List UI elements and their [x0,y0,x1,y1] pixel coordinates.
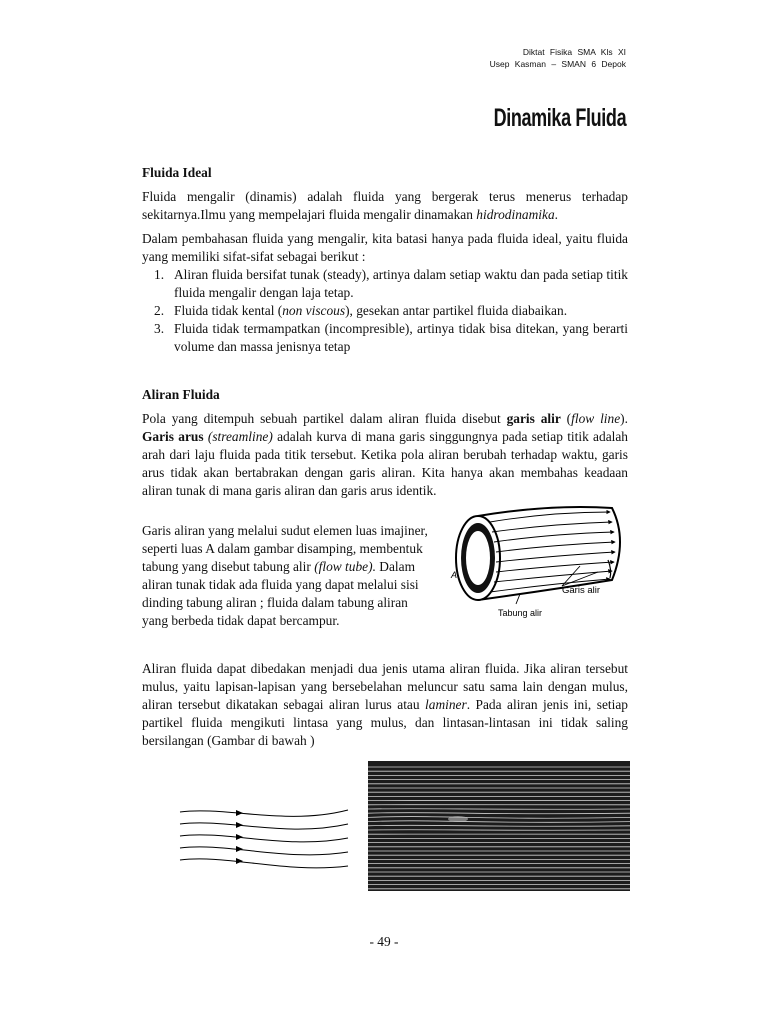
paragraph-tabung-alir [142,522,432,630]
list-item [142,320,628,356]
paragraph-batasan: Dalam pembahasan fluida yang mengalir, kita batasi hanya pada fluida ideal, yaitu fluida yang memiliki sifat-sifat sebagai berikut : [142,231,628,264]
laminar-flow-photo [368,761,630,891]
term-non-viscous: non viscous [282,303,346,318]
flow-tube-figure [450,500,630,628]
page-number: - 49 - [369,934,399,949]
term-laminer: laminer [425,697,467,712]
section-aliran-fluida [142,386,628,500]
text-run: Fluida mengalir (dinamis) adalah fluida yang bergerak terus menerus terhadap sekitarnya.Ilmu yang mempelajari fluida mengalir dinamakan [142,189,628,222]
section-heading-aliran-fluida: Aliran Fluida [142,387,220,402]
list-number: 1. [154,267,165,282]
paragraph-garis-alir [142,410,628,500]
header-line-2: Usep Kasman – SMAN 6 Depok [489,59,626,69]
list-item [142,266,628,302]
term-streamline: (streamline) [207,429,273,444]
properties-list [142,266,628,356]
text-run: . [554,207,558,222]
section-laminer-text [142,660,628,750]
text-run: adalah kurva di mana garis singgungnya pada setiap titik adalah arah dari laju fluida pada titik tersebut. Ketika pola aliran berubah terhadap waktu, garis arus tidak akan bertabrakan dengan garis aliran. Kita hanya akan membahas keadaan aliran tunak di mana garis aliran dan garis arus identik. [142,429,628,498]
text-run: Dalam aliran tunak tidak ada fluida yang dapat melalui sisi dinding tabung aliran ; fluida dalam tabung aliran yang berbeda tidak dapat bercampur. [142,559,419,628]
laminar-streamline-diagram [166,796,354,880]
running-header [490,46,626,70]
list-text: ), gesekan antar partikel fluida diabaikan. [345,303,568,318]
label-tabung-alir: Tabung alir [498,608,543,618]
text-run: ). [620,411,628,426]
term-hidrodinamika: hidrodinamika [476,207,555,222]
list-text: Fluida tidak kental ( [174,303,283,318]
section-heading-fluida-ideal: Fluida Ideal [142,165,212,180]
list-number: 3. [154,321,165,336]
label-garis-alir: Garis alir [562,585,601,596]
section-flow-tube-text [142,522,432,630]
text-run: Garis aliran yang melalui sudut elemen luas imajiner, seperti luas A dalam gambar disamping, membentuk tabung yang disebut tabung alir [142,523,428,574]
term-garis-alir: garis alir [506,411,561,426]
paragraph-fluida-mengalir [142,188,628,224]
term-garis-arus: Garis arus [142,429,204,444]
list-number: 2. [154,303,165,318]
text-run: ( [560,411,572,426]
list-text: Aliran fluida bersifat tunak (steady), artinya dalam setiap waktu dan pada setiap titik fluida mengalir dengan laja tetap. [174,267,628,300]
term-flow-tube: (flow tube). [314,559,376,574]
document-title: Dinamika Fluida [493,104,626,132]
term-flow-line: flow line [571,411,621,426]
paragraph-aliran-laminer [142,660,628,750]
section-fluida-ideal [142,164,628,356]
label-area-a: A [451,570,458,580]
header-line-1: Diktat Fisika SMA Kls XI [522,47,626,57]
text-run: Pola yang ditempuh sebuah partikel dalam aliran fluida disebut [142,411,507,426]
list-text: Fluida tidak termampatkan (incompresible), artinya tidak bisa ditekan, yang berarti volume dan massa jenisnya tetap [174,321,628,354]
text-run: . Pada aliran jenis ini, setiap partikel fluida mengikuti lintasa yang mulus, dan lintasan-lintasan ini tidak saling bersilangan (Gambar di bawah ) [142,697,628,748]
text-run: Aliran fluida dapat dibedakan menjadi dua jenis utama aliran fluida. Jika aliran tersebut mulus, yaitu lapisan-lapisan yang bersebelahan meluncur satu sama lain dengan mulus, aliran tersebut dikatakan sebagai aliran lurus atau [142,661,628,712]
list-item [142,302,628,320]
